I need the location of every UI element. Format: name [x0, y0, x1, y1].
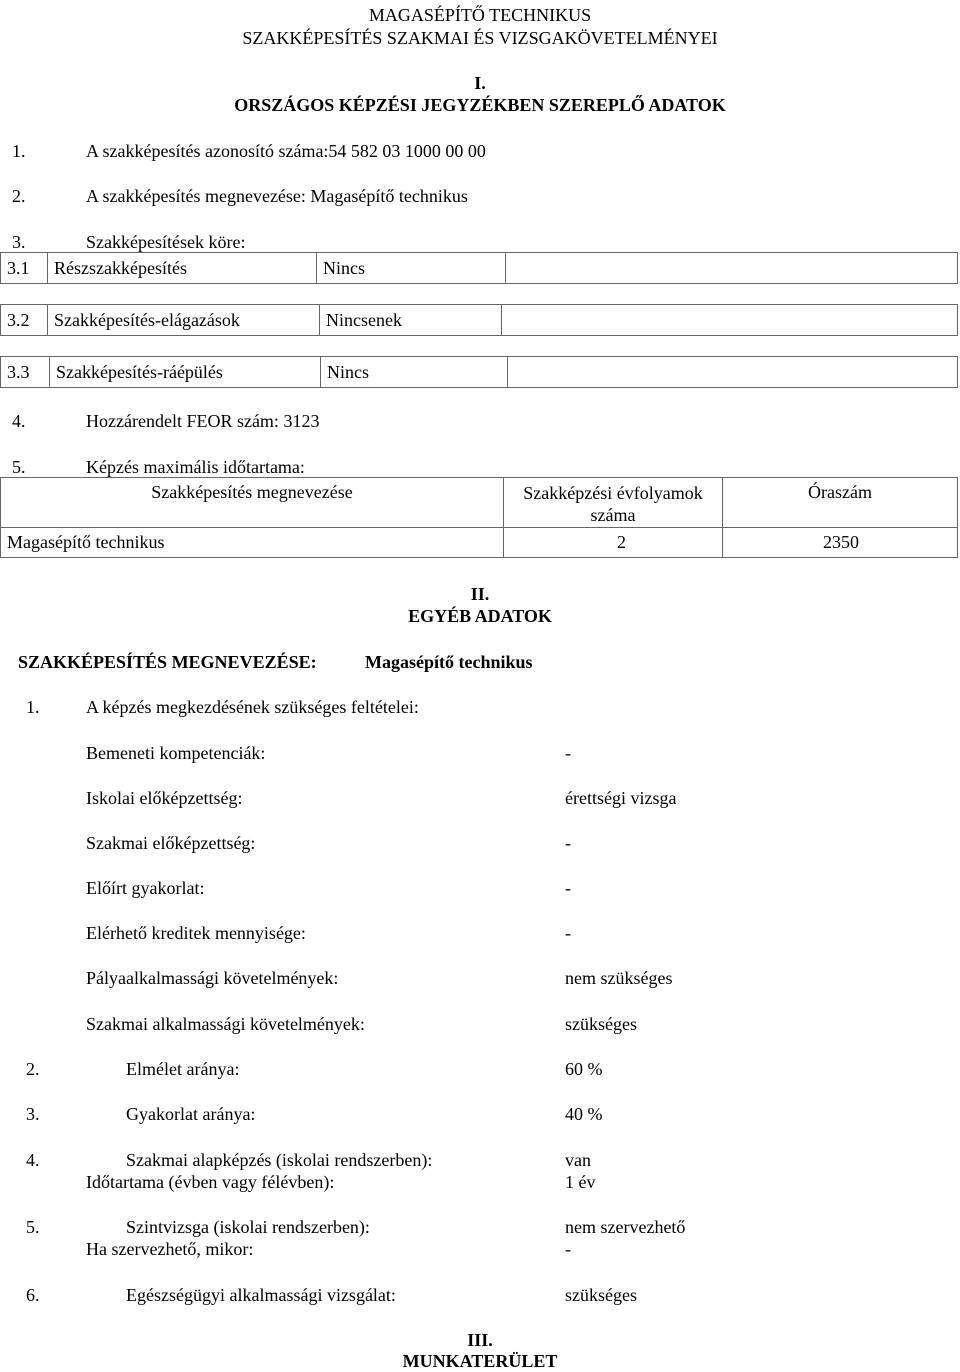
- subrow-num: 3.1: [1, 253, 48, 284]
- item-theory-label: Elmélet aránya:: [126, 1059, 240, 1079]
- item-theory-value: 60 %: [565, 1059, 603, 1079]
- item3-text: Szakképesítések köre:: [86, 232, 246, 252]
- duration-table: [0, 477, 958, 558]
- req-value-credits: -: [565, 923, 571, 943]
- item-basic-training-sub-label: Időtartama (évben vagy félévben):: [86, 1172, 335, 1192]
- document-title-line2: SZAKKÉPESÍTÉS SZAKMAI ÉS VIZSGAKÖVETELMÉNYEI: [242, 28, 718, 48]
- item3-num: 3.: [12, 232, 26, 252]
- duration-cell-years: 2: [504, 528, 723, 558]
- subrow-3-1: [0, 252, 958, 284]
- item-health-num: 6.: [26, 1285, 40, 1305]
- section1-title: ORSZÁGOS KÉPZÉSI JEGYZÉKBEN SZEREPLŐ ADATOK: [234, 95, 726, 115]
- req-value-professional: -: [565, 833, 571, 853]
- item-practice-num: 3.: [26, 1104, 40, 1124]
- section2-title: EGYÉB ADATOK: [408, 606, 552, 626]
- item-basic-training-num: 4.: [26, 1150, 40, 1170]
- item-theory-num: 2.: [26, 1059, 40, 1079]
- req-label-school: Iskolai előképzettség:: [86, 788, 243, 808]
- item-level-exam-sub-value: -: [565, 1239, 571, 1259]
- section1-roman: I.: [474, 73, 486, 93]
- item-level-exam-label: Szintvizsga (iskolai rendszerben):: [126, 1217, 370, 1237]
- item-basic-training-sub-value: 1 év: [565, 1172, 596, 1192]
- subrow-value: Nincsenek: [320, 305, 502, 336]
- req-label-professional: Szakmai előképzettség:: [86, 833, 256, 853]
- section3-title: MUNKATERÜLET: [402, 1351, 558, 1371]
- req-value-school: érettségi vizsga: [565, 788, 677, 808]
- subrow-label: Részszakképesítés: [48, 253, 317, 284]
- item5-num: 5.: [12, 457, 26, 477]
- subrow-label: Szakképesítés-elágazások: [48, 305, 320, 336]
- req-label-practice: Előírt gyakorlat:: [86, 878, 205, 898]
- subrow-value: Nincs: [321, 357, 508, 388]
- req-value-aptitude: szükséges: [565, 1014, 637, 1034]
- duration-cell-hours: 2350: [723, 528, 958, 558]
- subrow-num: 3.2: [1, 305, 48, 336]
- subrow-empty: [502, 305, 958, 336]
- item-health-label: Egészségügyi alkalmassági vizsgálat:: [126, 1285, 396, 1305]
- qualification-name-label: SZAKKÉPESÍTÉS MEGNEVEZÉSE:: [18, 652, 317, 672]
- document-title-line1: MAGASÉPÍTŐ TECHNIKUS: [368, 5, 592, 25]
- item5-text: Képzés maximális időtartama:: [86, 457, 305, 477]
- section2-roman: II.: [470, 584, 490, 604]
- req-label-career: Pályaalkalmassági követelmények:: [86, 968, 339, 988]
- item-level-exam-num: 5.: [26, 1217, 40, 1237]
- duration-header-years: Szakképzési évfolyamok száma: [504, 478, 723, 528]
- subrow-num: 3.3: [1, 357, 50, 388]
- req-label-credits: Elérhető kreditek mennyisége:: [86, 923, 306, 943]
- item4-text: Hozzárendelt FEOR szám: 3123: [86, 411, 320, 431]
- item-health-value: szükséges: [565, 1285, 637, 1305]
- item-practice-value: 40 %: [565, 1104, 603, 1124]
- duration-header-hours: Óraszám: [723, 478, 958, 528]
- item-level-exam-sub-label: Ha szervezhető, mikor:: [86, 1239, 254, 1259]
- subrow-3-3: [0, 356, 958, 388]
- subrow-label: Szakképesítés-ráépülés: [50, 357, 321, 388]
- item-basic-training-value: van: [565, 1150, 591, 1170]
- qualification-name-value: Magasépítő technikus: [365, 652, 533, 672]
- req-value-input-competencies: -: [565, 743, 571, 763]
- req-label-input-competencies: Bemeneti kompetenciák:: [86, 743, 266, 763]
- req-num: 1.: [26, 697, 40, 717]
- duration-cell-name: Magasépítő technikus: [1, 528, 504, 558]
- subrow-3-2: [0, 304, 958, 336]
- item2-num: 2.: [12, 186, 26, 206]
- subrow-empty: [508, 357, 958, 388]
- item4-num: 4.: [12, 411, 26, 431]
- req-label-aptitude: Szakmai alkalmassági követelmények:: [86, 1014, 365, 1034]
- duration-header-name: Szakképesítés megnevezése: [1, 478, 504, 528]
- item1-text: A szakképesítés azonosító száma:54 582 03 1000 00 00: [86, 141, 486, 161]
- subrow-empty: [506, 253, 958, 284]
- item2-text: A szakképesítés megnevezése: Magasépítő technikus: [86, 186, 468, 206]
- subrow-value: Nincs: [317, 253, 506, 284]
- item-basic-training-label: Szakmai alapképzés (iskolai rendszerben):: [126, 1150, 433, 1170]
- item1-num: 1.: [12, 141, 26, 161]
- req-title: A képzés megkezdésének szükséges feltételei:: [86, 697, 419, 717]
- item-practice-label: Gyakorlat aránya:: [126, 1104, 256, 1124]
- req-value-career: nem szükséges: [565, 968, 673, 988]
- req-value-practice: -: [565, 878, 571, 898]
- item-level-exam-value: nem szervezhető: [565, 1217, 686, 1237]
- section3-roman: III.: [467, 1330, 493, 1350]
